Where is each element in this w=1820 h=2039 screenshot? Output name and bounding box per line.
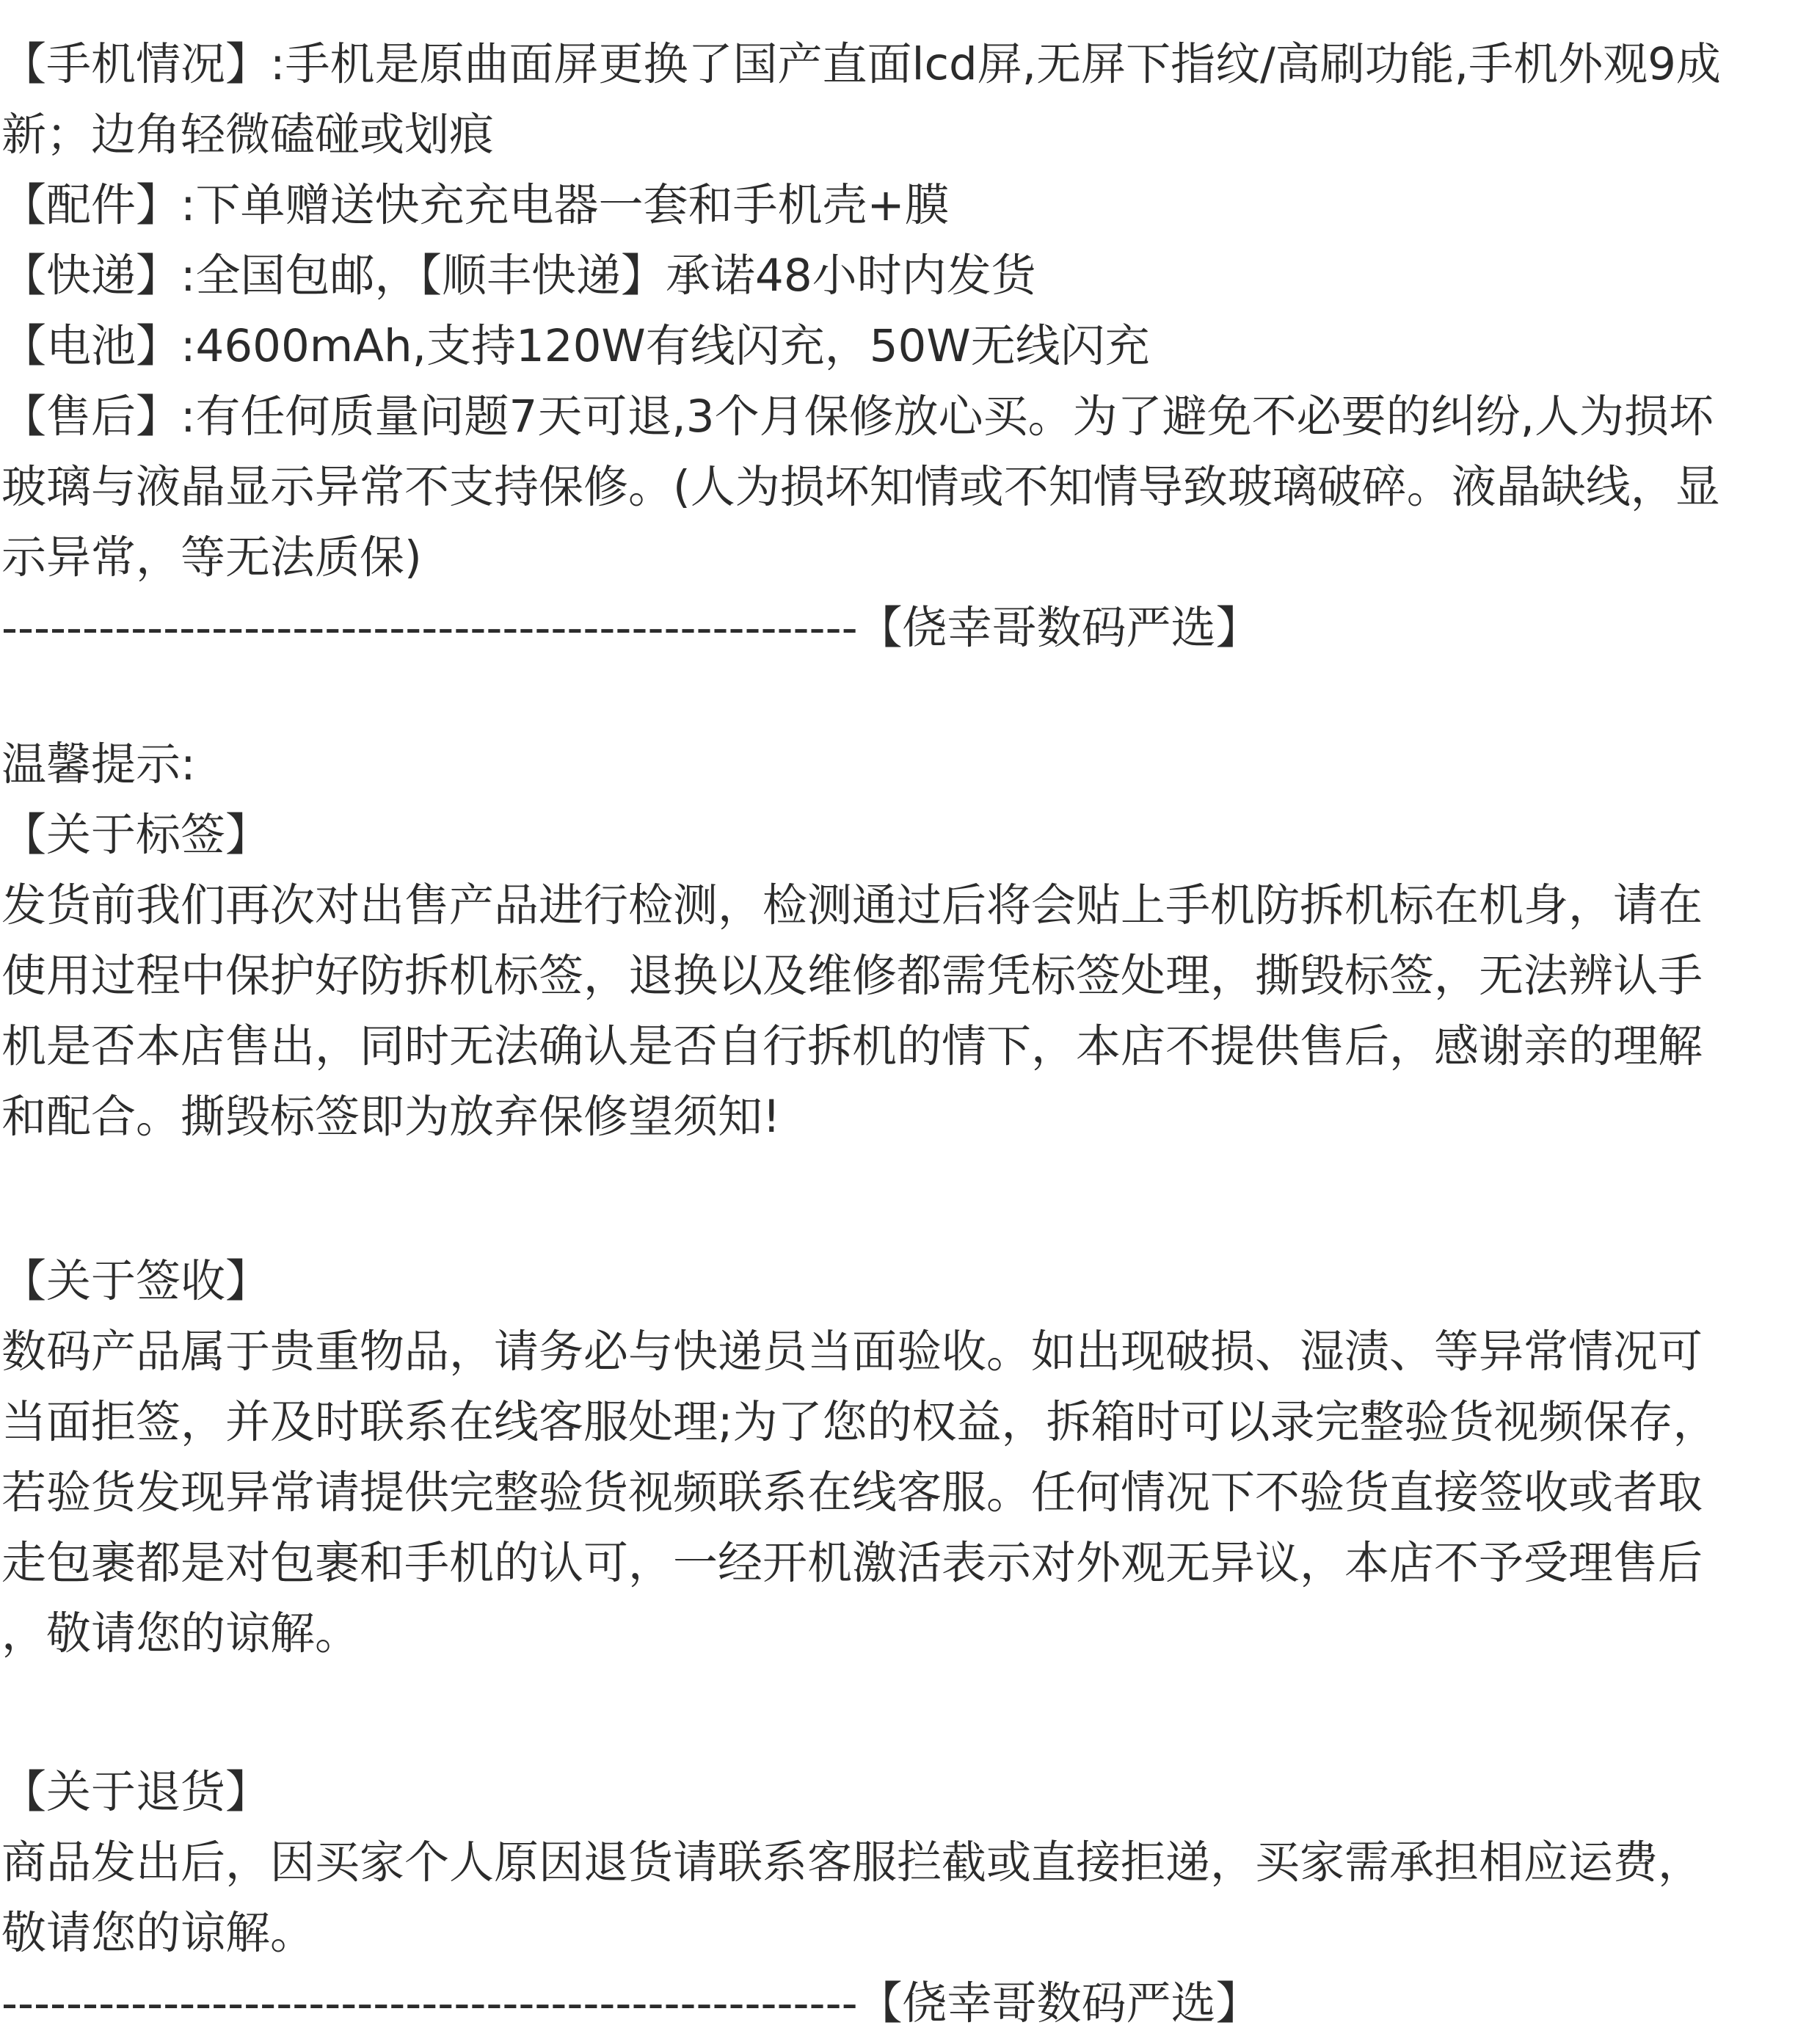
phone-info-section — [1, 29, 1819, 664]
phone-condition-line-1: 【手机情况】:手机是原曲面屏更换了国产直面lcd屏,无屏下指纹/高刷功能,手机外观9成 — [1, 38, 1721, 90]
after-sales-line-2: 玻璃与液晶显示异常不支持保修。(人为损坏知情或不知情导致玻璃破碎。液晶缺线，显 — [1, 461, 1720, 513]
receipt-paragraph-line-3: 若验货发现异常请提供完整验货视频联系在线客服。任何情况下不验货直接签收或者取 — [1, 1466, 1703, 1519]
store-signature-divider: -----------------------------------------------------【侥幸哥数码严选】 — [1, 602, 1261, 654]
return-paragraph-line-1: 商品发出后，因买家个人原因退货请联系客服拦截或直接拒递，买家需承担相应运费， — [1, 1836, 1703, 1889]
label-paragraph-line-1: 发货前我们再次对出售产品进行检测，检测通过后将会贴上手机防拆机标在机身，请在 — [1, 879, 1703, 931]
receipt-paragraph-line-4: 走包裹都是对包裹和手机的认可，一经开机激活表示对外观无异议，本店不予受理售后 — [1, 1537, 1703, 1589]
label-paragraph-line-2: 使用过程中保护好防拆机标签，退换以及维修都需凭标签处理，撕毁标签，无法辨认手 — [1, 950, 1703, 1002]
receipt-section — [1, 1246, 1819, 1669]
receipt-paragraph-line-2: 当面拒签，并及时联系在线客服处理;为了您的权益，拆箱时可以录完整验货视频保存， — [1, 1396, 1718, 1448]
return-section — [1, 1757, 1819, 2039]
receipt-paragraph-line-5: ，敬请您的谅解。 — [1, 1607, 360, 1660]
after-sales-line-1: 【售后】:有任何质量问题7天可退,3个月保修放心买。为了避免不必要的纠纷,人为损坏 — [1, 390, 1714, 443]
receipt-heading: 【关于签收】 — [1, 1255, 271, 1307]
label-paragraph-line-3: 机是否本店售出，同时无法确认是否自行拆机的情下，本店不提供售后，感谢亲的理解 — [1, 1020, 1703, 1072]
accessories-line: 【配件】:下单赠送快充充电器一套和手机壳+膜 — [1, 179, 950, 231]
tips-label-section — [1, 730, 1819, 1152]
return-heading: 【关于退货】 — [1, 1766, 271, 1818]
phone-condition-line-2: 新；边角轻微磕碰或划痕 — [1, 109, 495, 161]
receipt-paragraph-line-1: 数码产品属于贵重物品，请务必与快递员当面验收。如出现破损、湿渍、等异常情况可 — [1, 1326, 1703, 1378]
after-sales-line-3: 示异常，等无法质保) — [1, 531, 422, 584]
label-paragraph-line-4: 和配合。撕毁标签即为放弃保修望须知! — [1, 1091, 781, 1143]
tips-heading: 温馨提示: — [1, 738, 196, 790]
shipping-line: 【快递】:全国包邮，【顺丰快递】承诺48小时内发货 — [1, 250, 1036, 302]
store-signature-divider-bottom: -----------------------------------------------------【侥幸哥数码严选】 — [1, 1977, 1261, 2029]
return-paragraph-line-2: 敬请您的谅解。 — [1, 1907, 316, 1959]
label-heading: 【关于标签】 — [1, 809, 271, 861]
battery-line: 【电池】:4600mAh,支持120W有线闪充，50W无线闪充 — [1, 320, 1150, 372]
